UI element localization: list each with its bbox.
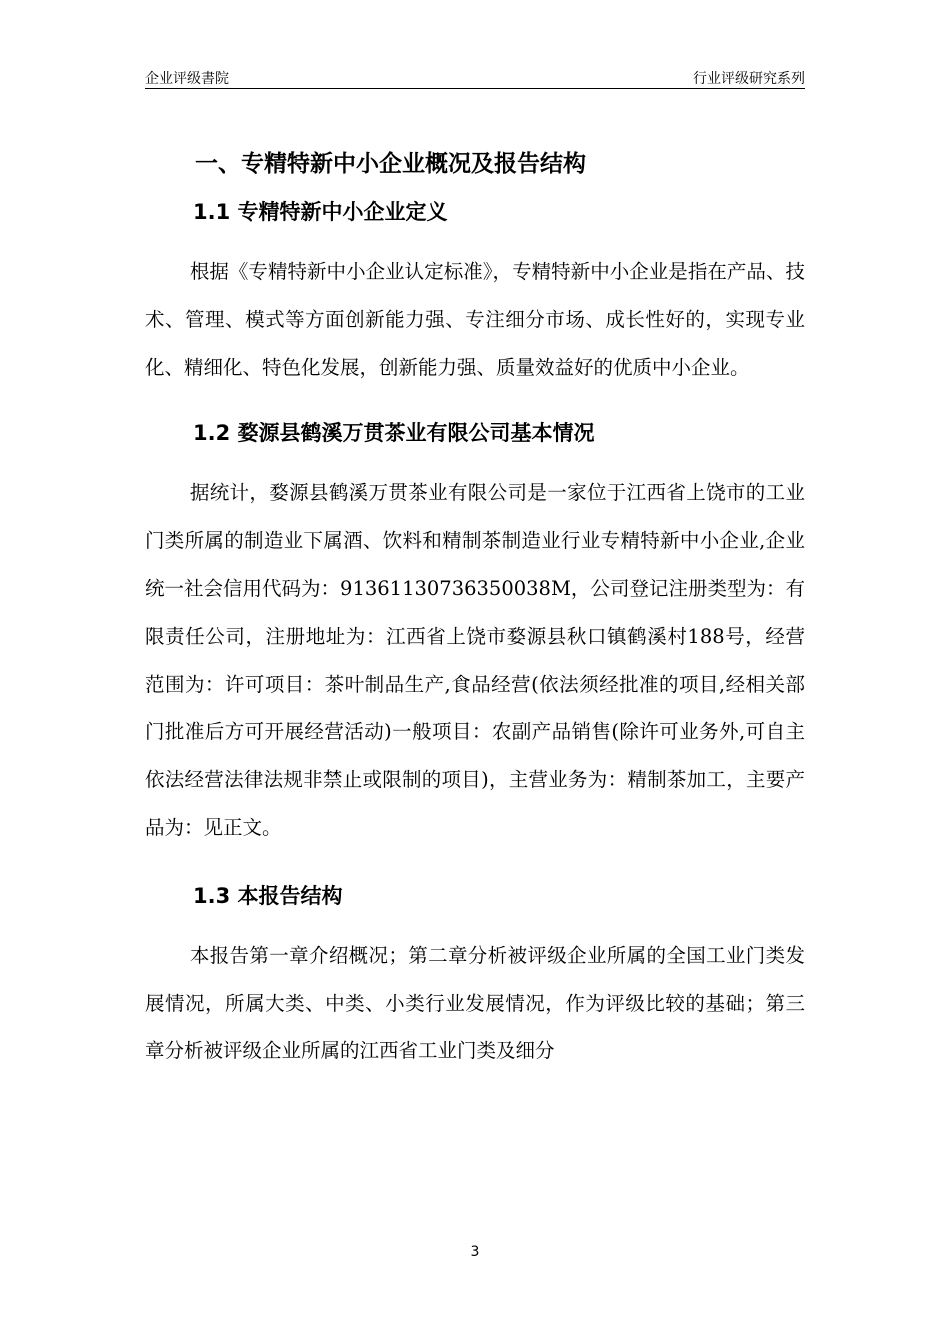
paragraph-definition: 根据《专精特新中小企业认定标准》，专精特新中小企业是指在产品、技术、管理、模式等方面创新能力强、专注细分市场、成长性好的，实现专业化、精细化、特色化发展，创新能力强、质量效益好的优质中小企业。 bbox=[145, 260, 805, 379]
header-right-title: 行业评级研究系列 bbox=[693, 71, 805, 87]
subsection-heading-1-3: 1.3 本报告结构 bbox=[193, 883, 343, 908]
paragraph-company-info: 据统计，婺源县鹤溪万贯茶业有限公司是一家位于江西省上饶市的工业门类所属的制造业下属酒、饮料和精制茶制造业行业专精特新中小企业,企业统一社会信用代码为：91361130736350038M，公司登记注册类型为：有限责任公司，注册地址为：江西省上饶市婺源县秋口镇鹤溪村188号，经营范围为：许可项目：茶叶制品生产,食品经营(依法须经批准的项目,经相关部门批准后方可开展经营活动)一般项目：农副产品销售(除许可业务外,可自主依法经营法律法规非禁止或限制的项目)，主营业务为：精制茶加工，主要产品为：见正文。 bbox=[145, 481, 805, 839]
header-left-title: 企业评级書院 bbox=[145, 71, 229, 87]
subsection-heading-1-2: 1.2 婺源县鹤溪万贯茶业有限公司基本情况 bbox=[193, 421, 595, 446]
subsection-heading-1-1: 1.1 专精特新中小企业定义 bbox=[193, 200, 448, 224]
section-title: 一、专精特新中小企业概况及报告结构 bbox=[195, 151, 586, 177]
paragraph-report-structure: 本报告第一章介绍概况；第二章分析被评级企业所属的全国工业门类发展情况，所属大类、中类、小类行业发展情况，作为评级比较的基础；第三章分析被评级企业所属的江西省工业门类及细分 bbox=[145, 943, 805, 1063]
page-number: 3 bbox=[470, 1244, 480, 1260]
page-header bbox=[145, 66, 805, 89]
page-body bbox=[145, 140, 805, 1075]
